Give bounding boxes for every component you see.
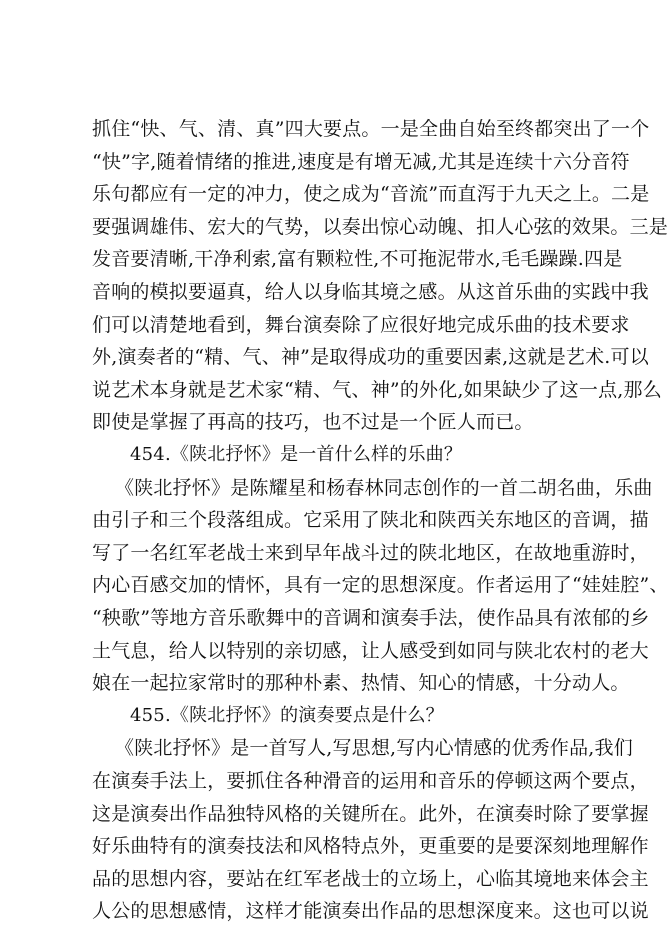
body-text-line: 《陕北抒怀》是一首写人,写思想,写内心情感的优秀作品,我们	[115, 737, 633, 760]
body-text-line: 音响的模拟要逼真，给人以身临其境之感。从这首乐曲的实践中我	[92, 281, 649, 303]
body-text-line: 发音要清晰,干净利索,富有颗粒性,不可拖泥带水,毛毛躁躁.四是	[92, 248, 623, 271]
body-text-line: “秧歌”等地方音乐歌舞中的音调和演奏手法，使作品具有浓郁的乡	[92, 607, 650, 629]
body-text-line: 这是演奏出作品独特风格的关键所在。此外，在演奏时除了要掌握	[92, 802, 649, 825]
body-text-line: 在演奏手法上，要抓住各种滑音的运用和音乐的停顿这两个要点，	[92, 770, 649, 792]
body-text-line: 抓住“快、气、清、真”四大要点。一是全曲自始至终都突出了一个	[92, 118, 650, 140]
body-text-line: “快”字,随着情绪的推进,速度是有增无减,尤其是连续十六分音符	[92, 150, 630, 173]
body-text-line: 由引子和三个段落组成。它采用了陕北和陕西关东地区的音调，描	[92, 509, 649, 532]
body-text-line: 外,演奏者的“精、气、神”是取得成功的重要因素,这就是艺术.可以	[92, 346, 649, 369]
body-text-line: 要强调雄伟、宏大的气势，以奏出惊心动魄、扣人心弦的效果。三是	[92, 215, 669, 238]
body-text-line: 写了一名红军老战士来到早年战斗过的陕北地区，在故地重游时，	[92, 541, 649, 564]
body-text-line: 品的思想内容，要站在红军老战士的立场上，心临其境地来体会主	[92, 867, 649, 890]
question-heading-454: 454.《陕北抒怀》是一首什么样的乐曲？	[130, 444, 463, 465]
question-heading-455: 455.《陕北抒怀》的演奏要点是什么？	[130, 704, 444, 726]
body-text-line: 即使是掌握了再高的技巧，也不过是一个匠人而已。	[92, 411, 534, 434]
body-text-line: 说艺术本身就是艺术家“精、气、神”的外化,如果缺少了这一点,那么	[92, 378, 662, 401]
body-text-line: 好乐曲特有的演奏技法和风格特点外，更重要的是要深刻地理解作	[92, 835, 649, 858]
body-text-line: 土气息，给人以特别的亲切感，让人感受到如同与陕北农村的老大	[92, 639, 649, 662]
body-text-line: 《陕北抒怀》是陈耀星和杨春林同志创作的一首二胡名曲，乐曲	[115, 476, 653, 499]
body-text-line: 娘在一起拉家常时的那种朴素、热情、知心的情感，十分动人。	[92, 672, 630, 695]
body-text-line: 乐句都应有一定的冲力，使之成为“音流”而直泻于九天之上。二是	[92, 183, 650, 206]
body-text-line: 人公的思想感情，这样才能演奏出作品的思想深度来。这也可以说	[92, 900, 649, 923]
body-text-line: 内心百感交加的情怀，具有一定的思想深度。作者运用了“娃娃腔”、	[92, 574, 669, 597]
body-text-line: 们可以清楚地看到，舞台演奏除了应很好地完成乐曲的技术要求	[92, 313, 630, 336]
